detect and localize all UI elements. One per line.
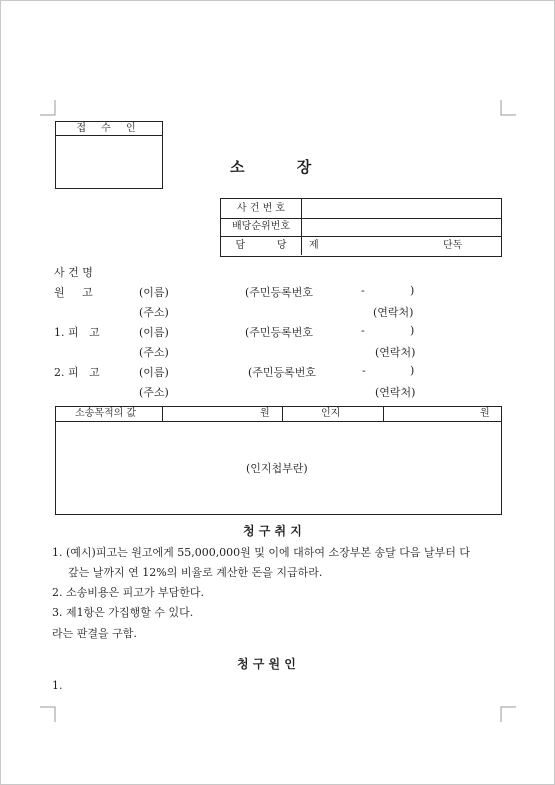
defendant1-name: (이름) (139, 326, 169, 339)
defendant1-id-close: ) (410, 324, 415, 337)
claim-purpose-heading: 청 구 취 지 (243, 524, 302, 538)
divider (383, 407, 384, 421)
receipt-stamp-box (55, 121, 163, 189)
crop-mark-bottom-left (40, 702, 56, 722)
crop-mark-bottom-right (500, 702, 516, 722)
charge-row (221, 236, 501, 255)
suit-value-label: 소송목적의 값 (75, 408, 137, 419)
assignment-label: 배당순위번호 (221, 218, 302, 236)
divider (282, 407, 283, 421)
claim-purpose-closing: 라는 판결을 구함. (52, 627, 137, 640)
document-title: 소 장 (230, 158, 312, 176)
defendant1-id-dash: - (361, 324, 365, 337)
assignment-row (221, 218, 501, 237)
receipt-label: 접 수 인 (56, 122, 162, 136)
plaintiff-id: (주민등록번호 (245, 286, 314, 299)
case-number-row (221, 199, 501, 219)
stamp-attach-area: (인지첩부란) (246, 462, 308, 475)
suit-value-header (56, 407, 501, 422)
defendant1-address: (주소) (139, 346, 169, 359)
plaintiff-id-dash: - (361, 284, 365, 297)
plaintiff-name: (이름) (139, 286, 169, 299)
plaintiff-address: (주소) (139, 306, 169, 319)
divider (162, 407, 163, 421)
case-name-label: 사 건 명 (54, 266, 93, 279)
defendant1-label: 1. 피 고 (54, 326, 100, 339)
crop-mark-top-right (500, 100, 516, 120)
charge-label: 담 당 (221, 236, 302, 255)
defendant2-label: 2. 피 고 (54, 366, 100, 379)
claim-purpose-item-1-line-1: 1. (예시)피고는 원고에게 55,000,000원 및 이에 대하여 소장부본 송달 다음 날부터 다 (52, 546, 471, 559)
defendant2-name: (이름) (139, 366, 169, 379)
stamp-label: 인지 (321, 408, 341, 419)
charge-value: 제 (309, 240, 319, 251)
crop-mark-top-left (40, 100, 56, 120)
stamp-won: 원 (480, 408, 490, 419)
defendant2-id: (주민등록번호 (248, 366, 317, 379)
defendant2-id-dash: - (362, 364, 366, 377)
case-number-table (220, 198, 502, 257)
defendant1-id: (주민등록번호 (245, 326, 314, 339)
claim-purpose-item-1-line-2: 갚는 날까지 연 12%의 비율로 계산한 돈을 지급하라. (68, 566, 323, 579)
plaintiff-id-close: ) (410, 284, 415, 297)
claim-cause-item-1: 1. (52, 679, 63, 692)
defendant1-contact: (연락처) (375, 346, 416, 359)
plaintiff-label: 원 고 (54, 286, 93, 299)
claim-purpose-item-3: 3. 제1항은 가집행할 수 있다. (52, 606, 194, 619)
defendant2-id-close: ) (410, 364, 415, 377)
charge-suffix: 단독 (443, 240, 463, 251)
claim-cause-heading: 청 구 원 인 (237, 657, 296, 671)
defendant2-address: (주소) (139, 386, 169, 399)
defendant2-contact: (연락처) (375, 386, 416, 399)
case-number-label: 사 건 번 호 (221, 199, 302, 218)
plaintiff-contact: (연락처) (373, 306, 414, 319)
suit-value-won: 원 (260, 408, 270, 419)
suit-value-box (55, 406, 502, 515)
claim-purpose-item-2: 2. 소송비용은 피고가 부담한다. (52, 586, 204, 599)
